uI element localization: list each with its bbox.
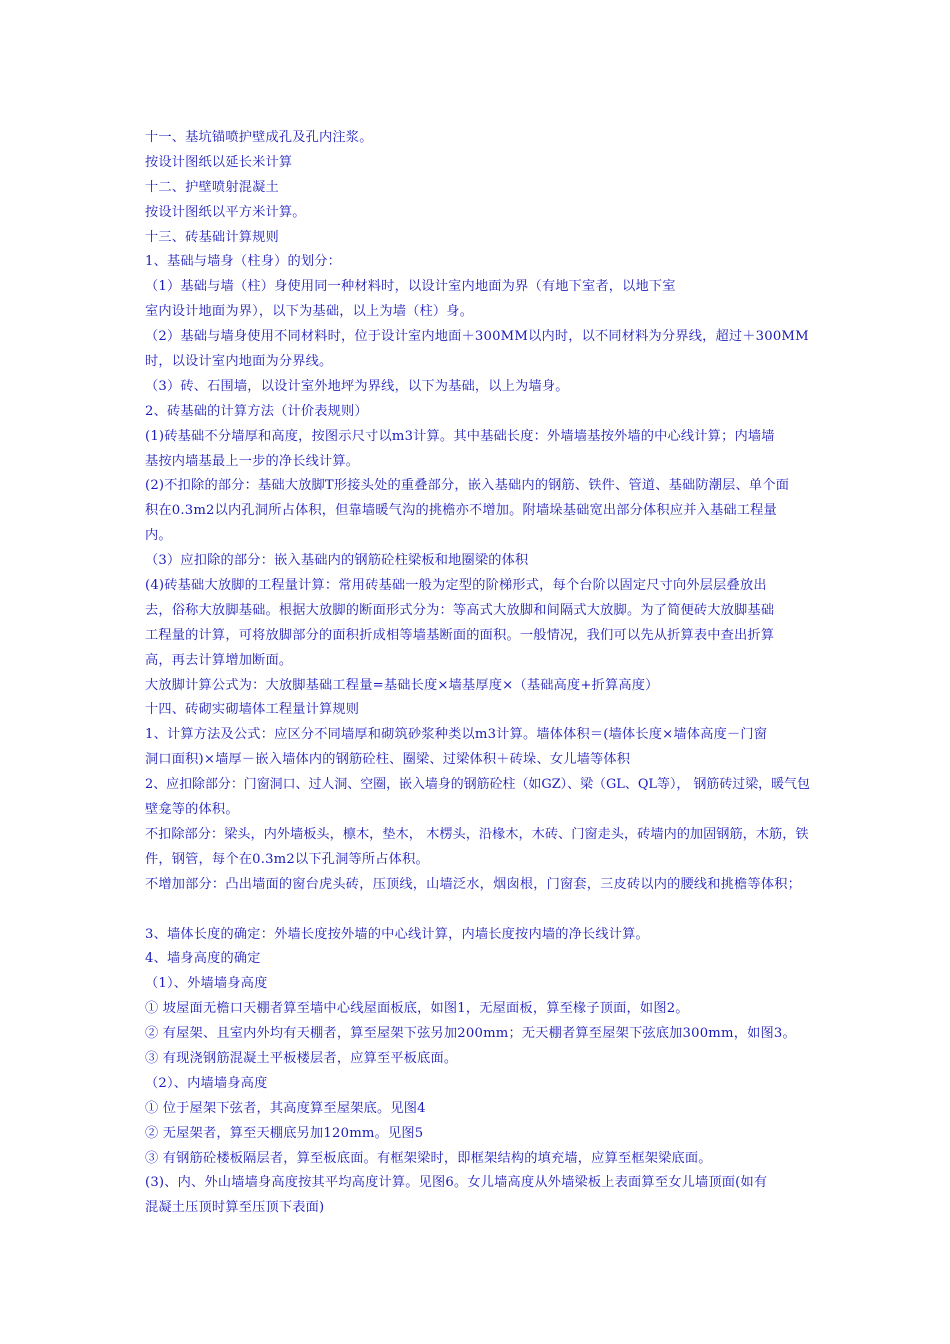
text-line: (3)、内、外山墙墙身高度按其平均高度计算。见图6。女儿墙高度从外墙梁板上表面算至女儿墙顶面(如有 (145, 1175, 768, 1191)
text-line: 1、计算方法及公式：应区分不同墙厚和砌筑砂浆种类以m3计算。墙体体积＝(墙体长度×墙体高度－门窗 (145, 727, 768, 743)
text-line: ③ 有现浇钢筋混凝土平板楼层者，应算至平板底面。 (145, 1050, 458, 1066)
text-line: ② 无屋架者，算至天棚底另加120mm。见图5 (145, 1125, 424, 1141)
text-line: 1、基础与墙身（柱身）的划分： (145, 254, 342, 270)
text-line: 十一、基坑锚喷护壁成孔及孔内注浆。 (145, 130, 373, 145)
text-line: 件，钢管，每个在0.3m2以下孔洞等所占体积。 (145, 851, 429, 867)
text-line: 洞口面积)×墙厚－嵌入墙体内的钢筋砼柱、圈梁、过梁体积＋砖垛、女儿墙等体积 (145, 752, 631, 768)
text-line: （3）砖、石围墙，以设计室外地坪为界线，以下为基础，以上为墙身。 (145, 378, 569, 394)
text-line: （1）、外墙墙身高度 (145, 976, 268, 992)
text-line: 十三、砖基础计算规则 (145, 229, 279, 245)
text-line: 时，以设计室内地面为分界线。 (145, 354, 333, 370)
text-line: （2）、内墙墙身高度 (145, 1075, 268, 1091)
text-line: ① 坡屋面无檐口天棚者算至墙中心线屋面板底，如图1，无屋面板，算至椽子顶面，如图2。 (145, 1001, 689, 1017)
text-line: ② 有屋架、且室内外均有天棚者，算至屋架下弦另加200mm；无天棚者算至屋架下弦底加300mm，如图3。 (145, 1026, 796, 1042)
text-line: （3）应扣除的部分：嵌入基础内的钢筋砼柱梁板和地圈梁的体积 (145, 553, 529, 569)
text-line: 3、墙体长度的确定：外墙长度按外墙的中心线计算，内墙长度按内墙的净长线计算。 (145, 926, 649, 942)
text-line: 2、砖基础的计算方法（计价表规则） (145, 403, 368, 419)
text-line: ③ 有钢筋砼楼板隔层者，算至板底面。有框架梁时，即框架结构的填充墙，应算至框架梁底面。 (145, 1150, 712, 1166)
text-line: 去，俗称大放脚基础。根据大放脚的断面形式分为：等高式大放脚和间隔式大放脚。为了简便砖大放脚基础 (145, 602, 775, 618)
text-line: (2)不扣除的部分：基础大放脚T形接头处的重叠部分，嵌入基础内的钢筋、铁件、管道、基础防潮层、单个面 (145, 478, 790, 494)
text-line: 4、墙身高度的确定 (145, 951, 261, 967)
text-line: 大放脚计算公式为：大放脚基础工程量=基础长度×墙基厚度×（基础高度+折算高度） (145, 677, 659, 693)
text-line: (1)砖基础不分墙厚和高度，按图示尺寸以m3计算。其中基础长度：外墙墙基按外墙的中心线计算；内墙墙 (145, 428, 775, 444)
text-line: 内。 (145, 528, 172, 544)
text-line: （2）基础与墙身使用不同材料时，位于设计室内地面＋300MM以内时，以不同材料为分界线，超过＋300MM (145, 329, 809, 345)
text-line: 不扣除部分：梁头，内外墙板头，檩木，垫木， 木楞头，沿椽木，木砖、门窗走头，砖墙内的加固钢筋，木筋，铁 (145, 826, 809, 842)
text-line: 2、应扣除部分：门窗洞口、过人洞、空圈，嵌入墙身的钢筋砼柱（如GZ）、梁（GL、QL等）， 钢筋砖过梁，暖气包 (145, 777, 810, 793)
text-line: 不增加部分：凸出墙面的窗台虎头砖，压顶线，山墙泛水，烟囱根，门窗套，三皮砖以内的腰线和挑檐等体积； (145, 876, 801, 892)
text-line: 按设计图纸以平方米计算。 (145, 204, 306, 220)
text-line: (4)砖基础大放脚的工程量计算：常用砖基础一般为定型的阶梯形式，每个台阶以固定尺寸向外层层叠放出 (145, 578, 767, 594)
text-line: （1）基础与墙（柱）身使用同一种材料时，以设计室内地面为界（有地下室者，以地下室 (145, 279, 676, 295)
text-line: 十四、砖砌实砌墙体工程量计算规则 (145, 702, 360, 718)
document-body (145, 126, 810, 1221)
text-line: 积在0.3m2以内孔洞所占体积，但靠墙暖气沟的挑檐亦不增加。附墙垛基础宽出部分体积应并入基础工程量 (145, 503, 777, 519)
text-line: 壁龛等的体积。 (145, 802, 239, 818)
text-line: 室内设计地面为界），以下为基础，以上为墙（柱）身。 (145, 304, 474, 320)
text-line: 十二、护壁喷射混凝土 (145, 179, 279, 195)
blank-line (145, 898, 810, 923)
text-line: 高，再去计算增加断面。 (145, 652, 293, 668)
text-line: 基按内墙基最上一步的净长线计算。 (145, 453, 360, 469)
text-line: 混凝土压顶时算至压顶下表面) (145, 1200, 325, 1216)
text-line: ① 位于屋架下弦者，其高度算至屋架底。见图4 (145, 1100, 426, 1116)
text-line: 按设计图纸以延长米计算 (145, 154, 293, 170)
text-line: 工程量的计算，可将放脚部分的面积折成相等墙基断面的面积。一般情况，我们可以先从折算表中查出折算 (145, 627, 775, 643)
